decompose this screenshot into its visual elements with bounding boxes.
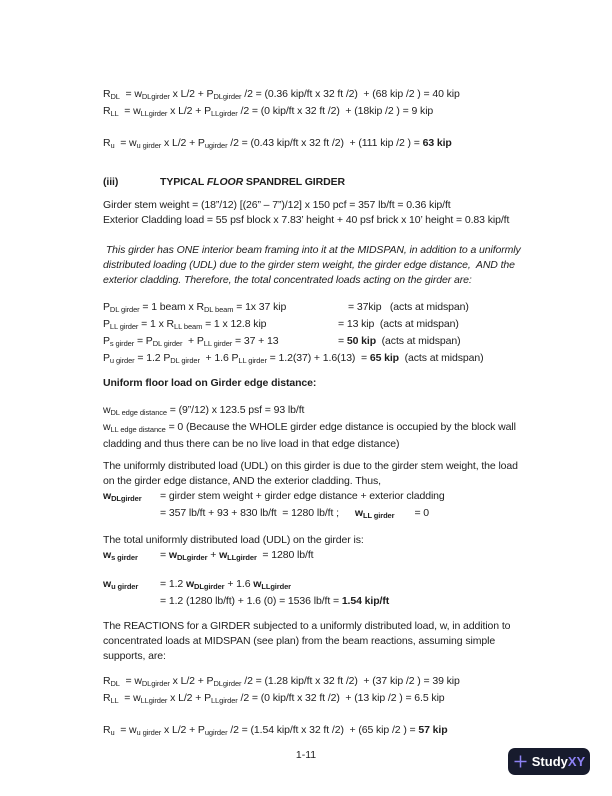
line-label: $w_{DLgirder}$ bbox=[103, 490, 142, 503]
spacer bbox=[103, 391, 527, 403]
spacer bbox=[103, 190, 527, 198]
line-label: (iii) bbox=[103, 176, 119, 188]
logo-brand-accent: XY bbox=[567, 754, 586, 769]
girder-note-paragraph: This girder has ONE interior beam framing into it at the MIDSPAN, in addition to a uniformly distributed loading (UDL) due to the girder stem weight, the girder edge distance, AND the exterior cladding. Therefore, the total concentrated loads acting on the girder are: bbox=[103, 244, 524, 286]
logo-brand-text bbox=[532, 754, 585, 769]
spacer bbox=[103, 368, 527, 376]
line-right-column: = 13 kip (acts at midspan) bbox=[338, 318, 459, 330]
p-u-girder-line: $P_{u girder} = 1.2$ $P_{DL girder} + 1.6$ $P_{LL girder} = 1.2(37) + 1.6(13) = 65$ kip (acts at midspan) bbox=[103, 352, 484, 365]
girder-reaction-ll-line: $R_{LL} = w_{LLgirder}$ x $L/2 + P_{LLgirder}$ /2 = (0 kip/ft x 32 ft /2) + (13 kip /2 ) = 6.5 kip bbox=[103, 692, 445, 705]
w-u-girder-value-line: = 1.2 (1280 lb/ft) + 1.6 (0) = 1536 lb/ft = 1.54 kip/ft bbox=[160, 595, 390, 607]
reaction-dl-line: $R_{DL} = w_{DLgirder}$ x $L/2 + P_{DLgirder}$ /2 = (0.36 kip/ft x 32 ft /2) + (68 kip /2 ) = 40 kip bbox=[103, 88, 460, 101]
spacer bbox=[103, 609, 527, 619]
girder-reaction-dl-line: $R_{DL} = w_{DLgirder}$ x $L/2 + P_{DLgirder}$ /2 = (1.28 kip/ft x 32 ft /2) + (37 kip /2 ) = 39 kip bbox=[103, 675, 460, 688]
line-right-column: = 50 kip (acts at midspan) bbox=[338, 335, 461, 347]
w-dlgirder-line: $w_{DLgirder}$ = girder stem weight + girder edge distance + exterior cladding bbox=[103, 489, 527, 506]
document-body bbox=[103, 87, 527, 740]
w-s-girder-line: $w_{s girder} = w_{DLgirder} + w_{LLgirder} = 1280$ lb/ft bbox=[103, 548, 527, 565]
reactions-paragraph: The REACTIONS for a GIRDER subjected to a uniformly distributed load, w, in addition to concentrated loads at MIDSPAN (see plan) from the beam reactions, assuming simple supports, are: bbox=[103, 620, 514, 662]
plus-icon bbox=[513, 754, 528, 769]
spacer bbox=[103, 565, 527, 577]
spacer bbox=[103, 288, 527, 300]
logo-brand-first: Study bbox=[531, 754, 568, 769]
w-dl-edge-line: $w_{DL edge distance}$ = (9”/12) x 123.5 psf = 93 lb/ft bbox=[103, 404, 305, 417]
spacer bbox=[103, 664, 527, 674]
spacer bbox=[103, 452, 527, 459]
total-udl-line: The total uniformly distributed load (UDL) on the girder is: bbox=[103, 534, 364, 546]
stem-weight-line: Girder stem weight = (18”/12) [(26” – 7”)/12] x 150 pcf = 357 lb/ft = 0.36 kip/ft bbox=[103, 199, 451, 211]
line-label: $w_{s girder}$ bbox=[103, 549, 138, 562]
p-ll-girder-line: $P_{LL girder} = 1$ x $R_{LL beam} = 1$ x 12.8 kip = 13 kip (acts at midspan) bbox=[103, 318, 459, 331]
spacer bbox=[103, 708, 527, 723]
spacer bbox=[103, 121, 527, 136]
line-label: $w_{u girder}$ bbox=[103, 578, 139, 591]
section-heading: (iii) TYPICAL FLOOR SPANDREL GIRDER bbox=[103, 176, 345, 188]
spacer bbox=[103, 228, 527, 243]
studyxy-logo bbox=[508, 748, 590, 775]
w-dlgirder-value-line: = 357 lb/ft + 93 + 830 lb/ft = 1280 lb/ft ; $w_{LL girder} = 0$ bbox=[160, 507, 430, 520]
reaction-ll-line: $R_{LL} = w_{LLgirder}$ x $L/2 + P_{LLgirder}$ /2 = (0 kip/ft x 32 ft /2) + (18kip /2 ) = 9 kip bbox=[103, 105, 434, 118]
cladding-load-line: Exterior Cladding load = 55 psf block x 7.83’ height + 40 psf brick x 10’ height = 0.83 kip/ft bbox=[103, 214, 510, 226]
subsection-heading: Uniform floor load on Girder edge distance: bbox=[103, 377, 317, 389]
spacer bbox=[103, 153, 527, 175]
udl-paragraph: The uniformly distributed load (UDL) on this girder is due to the girder stem weight, the load on the girder edge distance, AND the exterior cladding. Thus, bbox=[103, 460, 521, 487]
reaction-u-line: $R_u = w_{u girder}$ x $L/2 + P_{ugirder}$ /2 = (0.43 kip/ft x 32 ft /2) + (111 kip /2 ) = 63 kip bbox=[103, 137, 452, 150]
w-u-girder-line: $w_{u girder} = 1.2$ $w_{DLgirder} + 1.6$ $w_{LLgirder}$ bbox=[103, 577, 527, 594]
w-ll-edge-paragraph: $w_{LL edge distance} = 0$ (Because the WHOLE girder edge distance is occupied by the block wall cladding and thus there can be no live load in that edge distance) bbox=[103, 421, 519, 450]
girder-reaction-u-line: $R_u = w_{u girder}$ x $L/2 + P_{ugirder}$ /2 = (1.54 kip/ft x 32 ft /2) + (65 kip /2 ) = 57 kip bbox=[103, 724, 448, 737]
page-number: 1-11 bbox=[295, 749, 317, 761]
p-dl-girder-line: $P_{DL girder} = 1$ beam x $R_{DL beam} = 1x$ 37 kip = 37kip (acts at midspan) bbox=[103, 301, 469, 314]
spacer bbox=[103, 523, 527, 533]
p-s-girder-line: $P_{s girder} = P_{DL girder} + P_{LL girder} = 37 + 13$ = 50 kip (acts at midspan) bbox=[103, 335, 461, 348]
line-right-column: = 37kip (acts at midspan) bbox=[348, 301, 469, 313]
